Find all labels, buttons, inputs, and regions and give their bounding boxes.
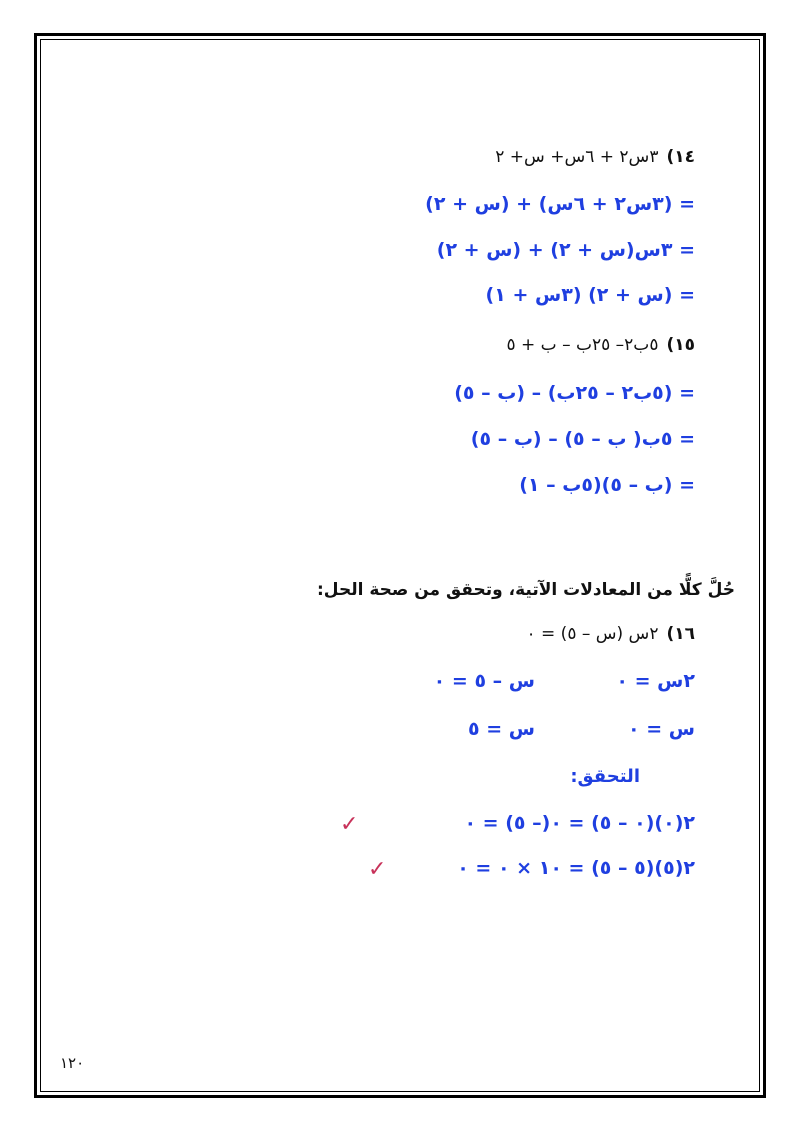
verify-label: التحقق: [570,766,640,787]
exercise-16 [526,624,695,644]
exercise-expression: ٢س (س – ٥) = ٠ [526,624,659,644]
solution-step: = (٥ب٢ – ٢٥ب) – (ب – ٥) [454,382,695,404]
check-icon: ✓ [368,857,387,882]
exercise-15 [506,335,695,355]
solution-step: = (٣س٢ + ٦س) + (س + ٢) [425,193,695,215]
exercise-number: ١٥) [666,335,695,355]
solution-step: س = ٠ [628,718,695,740]
page-number: ١٢٠ [60,1054,85,1072]
solution-step: = (ب – ٥)(٥ب – ١) [519,474,695,496]
solution-step: = ٣س(س + ٢) + (س + ٢) [436,239,695,261]
exercise-expression: ٣س٢ + ٦س+ س+ ٢ [495,147,659,167]
solution-step: = ٥ب( ب – ٥) – (ب – ٥) [470,428,695,450]
verify-line: ٢(٥)(٥ – ٥) = ١٠ × ٠ = ٠ [457,857,695,879]
solution-step: س = ٥ [468,718,535,740]
exercise-number: ١٦) [666,624,695,644]
solution-step: ٢س = ٠ [616,670,695,692]
section-heading: حُلَّ كلًّا من المعادلات الآتية، وتحقق من صحة الحل: [316,580,735,600]
exercise-expression: ٥ب٢– ٢٥ب – ب + ٥ [506,335,659,355]
solution-step: = (س + ٢) (٣س + ١) [485,284,695,306]
check-icon: ✓ [340,812,359,837]
exercise-number: ١٤) [666,147,695,167]
solution-step: س – ٥ = ٠ [433,670,535,692]
verify-line: ٢(٠)(٠ – ٥) = ٠(– ٥) = ٠ [464,812,695,834]
exercise-14 [495,147,695,167]
